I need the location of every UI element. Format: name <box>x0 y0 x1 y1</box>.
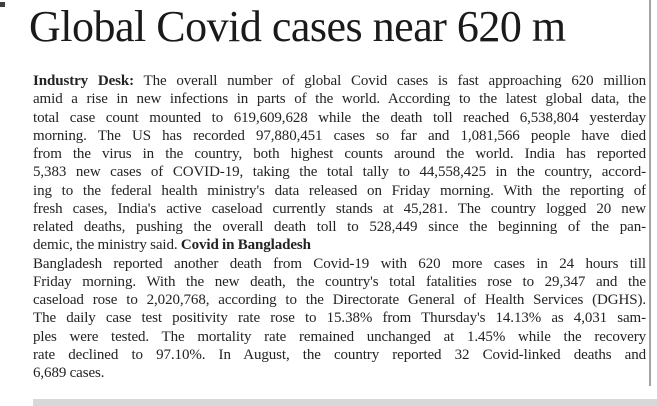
article-line <box>33 90 646 108</box>
article-line <box>33 291 646 309</box>
article-line <box>33 273 646 291</box>
text-segment: Friday morning. With the new death, the country's total fatalities rose to 29,347 and the <box>33 273 646 290</box>
text-segment: The overall number of global Covid cases is fast approaching 620 million <box>134 73 646 89</box>
text-segment: ing to the federal health ministry's data released on Friday morning. With the reporting of <box>33 182 646 199</box>
text-segment: ples were tested. The mortality rate remained unchanged at 1.45% while the recovery <box>33 328 646 345</box>
article-line <box>33 182 646 200</box>
next-article-strip <box>33 399 657 406</box>
text-segment: The daily case test positivity rate rose to 15.38% from Thursday's 14.13% as 4,031 sam- <box>33 310 646 327</box>
article-line <box>33 163 646 181</box>
article-line <box>33 72 646 90</box>
text-segment: fresh cases, India's active caseload currently stands at 45,281. The country logged 20 new <box>33 200 646 217</box>
article-line <box>33 200 646 218</box>
text-segment: related deaths, pushing the overall death toll to 528,449 since the beginning of the pan- <box>33 219 646 235</box>
bold-run: Covid in Bangladesh <box>180 237 311 254</box>
text-segment: total case count mounted to 619,609,628 while the death toll reached 6,538,804 yesterday <box>33 109 646 126</box>
article-line <box>33 255 646 273</box>
text-segment: 5,383 new cases of COVID-19, taking the total tally to 44,558,425 in the country, accord- <box>33 164 646 181</box>
text-segment: caseload rose to 2,020,768, according to the Directorate General of Health Services (DGHS). <box>33 292 646 308</box>
scan-artifact-mark <box>0 2 5 7</box>
bold-run: Industry Desk: <box>33 73 135 89</box>
article-line <box>33 127 646 145</box>
article-line <box>33 364 646 382</box>
article-line <box>33 346 646 364</box>
article-line <box>33 236 646 254</box>
article-line <box>33 309 646 327</box>
text-segment: demic, the ministry said. <box>33 237 181 254</box>
text-segment: morning. The US has recorded 97,880,451 cases so far and 1,081,566 people have died <box>33 127 646 144</box>
article-headline: Global Covid cases near 620 m <box>29 2 566 51</box>
article-body <box>33 72 646 382</box>
article-line <box>33 328 646 346</box>
column-rule-line <box>649 0 651 386</box>
text-segment: from the virus in the country, both highest counts around the world. India has reported <box>33 146 646 162</box>
text-segment: 6,689 cases. <box>33 365 105 381</box>
text-segment: Bangladesh reported another death from Covid-19 with 620 more cases in 24 hours till <box>33 255 646 272</box>
article-line <box>33 145 646 163</box>
article-line <box>33 109 646 127</box>
text-segment: rate declined to 97.10%. In August, the country reported 32 Covid-linked deaths and <box>33 346 646 363</box>
text-segment: amid a rise in new infections in parts of the world. According to the latest global data, the <box>33 91 646 108</box>
article-line <box>33 218 646 236</box>
